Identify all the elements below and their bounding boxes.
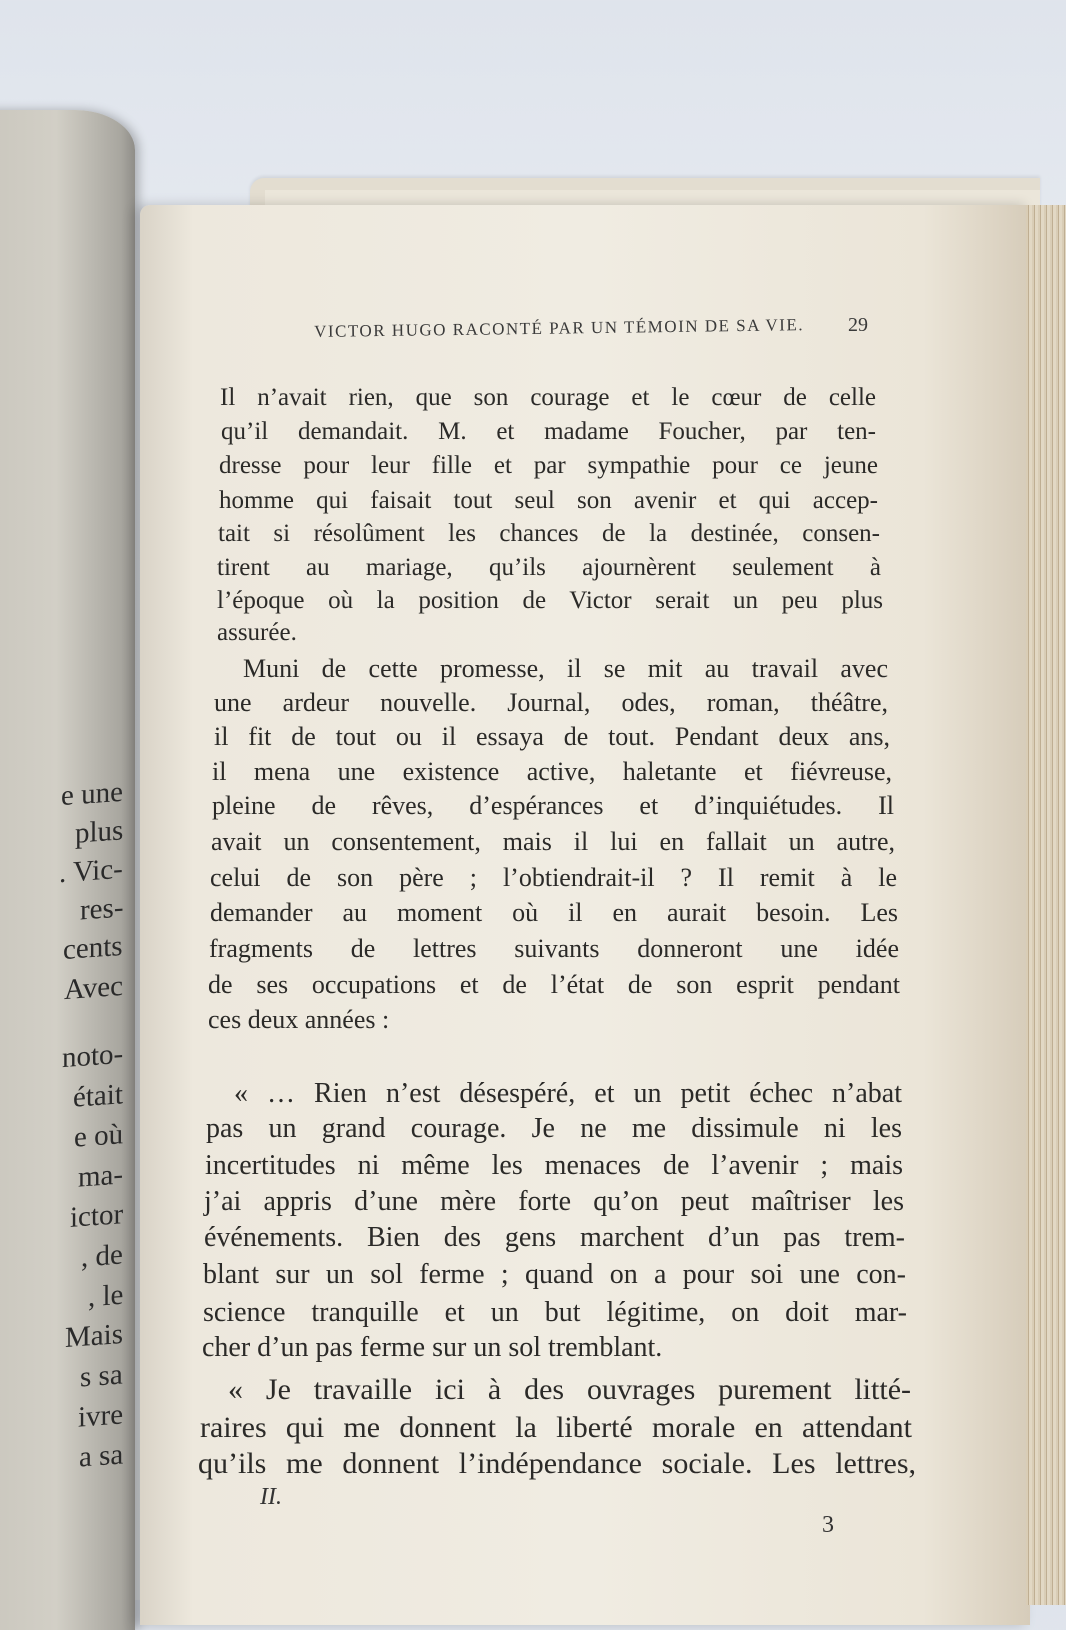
left-page-fragment: a sa [78,1438,123,1474]
text-line: dresse pour leur fille et par sympathie pour ce jeune [219,452,878,479]
text-line: il fit de tout ou il essaya de tout. Pendant deux ans, [214,722,890,751]
left-page-fragment: ivre [77,1398,123,1434]
page-number: 29 [848,314,868,336]
text-line: tait si résolûment les chances de la destinée, consen- [218,520,880,547]
text-line: « … Rien n’est désespéré, et un petit échec n’abat [234,1078,902,1109]
text-line: une ardeur nouvelle. Journal, odes, roman, théâtre, [214,688,888,717]
text-line: homme qui faisait tout seul son avenir et qui accep- [219,487,878,514]
text-line: j’ai appris d’une mère forte qu’on peut maîtriser les [204,1186,904,1217]
left-page-fragment: était [73,1078,123,1114]
text-line: pas un grand courage. Je ne me dissimule ni les [206,1113,902,1144]
text-line: événements. Bien des gens marchent d’un pas trem- [204,1222,905,1253]
left-page-fragment: ma- [77,1158,123,1194]
left-page-fragment: plus [74,814,123,850]
left-page-fragment: , de [81,1238,123,1274]
text-line: fragments de lettres suivants donneront une idée [209,934,899,963]
text-line: de ses occupations et de l’état de son esprit pendant [208,970,900,999]
left-page-fragment: . Vic- [59,852,123,890]
text-line: avait un consentement, mais il lui en fallait un autre, [211,827,895,856]
left-page-fragment: ictor [69,1198,123,1234]
text-line: raires qui me donnent la liberté morale en attendant [200,1411,912,1444]
left-page-fragment: , le [87,1278,123,1314]
text-line: tirent au mariage, qu’ils ajournèrent seulement à [217,554,881,581]
left-page-fragment: s sa [80,1358,123,1394]
left-page [0,110,135,1630]
left-page-fragment: e une [61,775,123,813]
page-fore-edge [1026,205,1066,1605]
text-line: science tranquille et un but légitime, on doit mar- [203,1297,907,1328]
signature-mark: II. [260,1484,282,1510]
left-page-fragment: e où [73,1118,123,1154]
text-line: l’époque où la position de Victor serait un peu plus [217,587,883,614]
text-line: il mena une existence active, haletante et fiévreuse, [212,757,892,786]
text-line: Il n’avait rien, que son courage et le cœur de celle [220,384,876,411]
text-line: qu’ils me donnent l’indépendance sociale. Les lettres, [198,1447,916,1480]
text-line: demander au moment où il en aurait besoin. Les [210,898,898,927]
left-page-fragment: Avec [63,969,123,1007]
text-line: pleine de rêves, d’espérances et d’inquiétudes. Il [212,791,894,820]
text-line: cher d’un pas ferme sur un sol tremblant. [202,1332,663,1363]
left-page-fragment: Mais [65,1317,123,1355]
text-line: celui de son père ; l’obtiendrait-il ? Il remit à le [210,863,897,892]
text-line: Muni de cette promesse, il se mit au travail avec [243,654,888,683]
text-line: qu’il demandait. M. et madame Foucher, par ten- [221,418,876,445]
left-page-fragment: res- [79,891,123,927]
text-line: ces deux années : [208,1005,390,1034]
text-line: assurée. [217,619,297,646]
running-title: VICTOR HUGO RACONTÉ PAR UN TÉMOIN DE SA VIE. [314,315,805,341]
left-page-fragment: cents [63,929,123,967]
text-line: « Je travaille ici à des ouvrages purement litté- [228,1373,911,1406]
text-line: blant sur un sol ferme ; quand on a pour soi une con- [203,1259,906,1290]
left-page-fragment: noto- [61,1037,123,1075]
footer-number: 3 [822,1512,834,1538]
text-line: incertitudes ni même les menaces de l’avenir ; mais [205,1150,903,1181]
